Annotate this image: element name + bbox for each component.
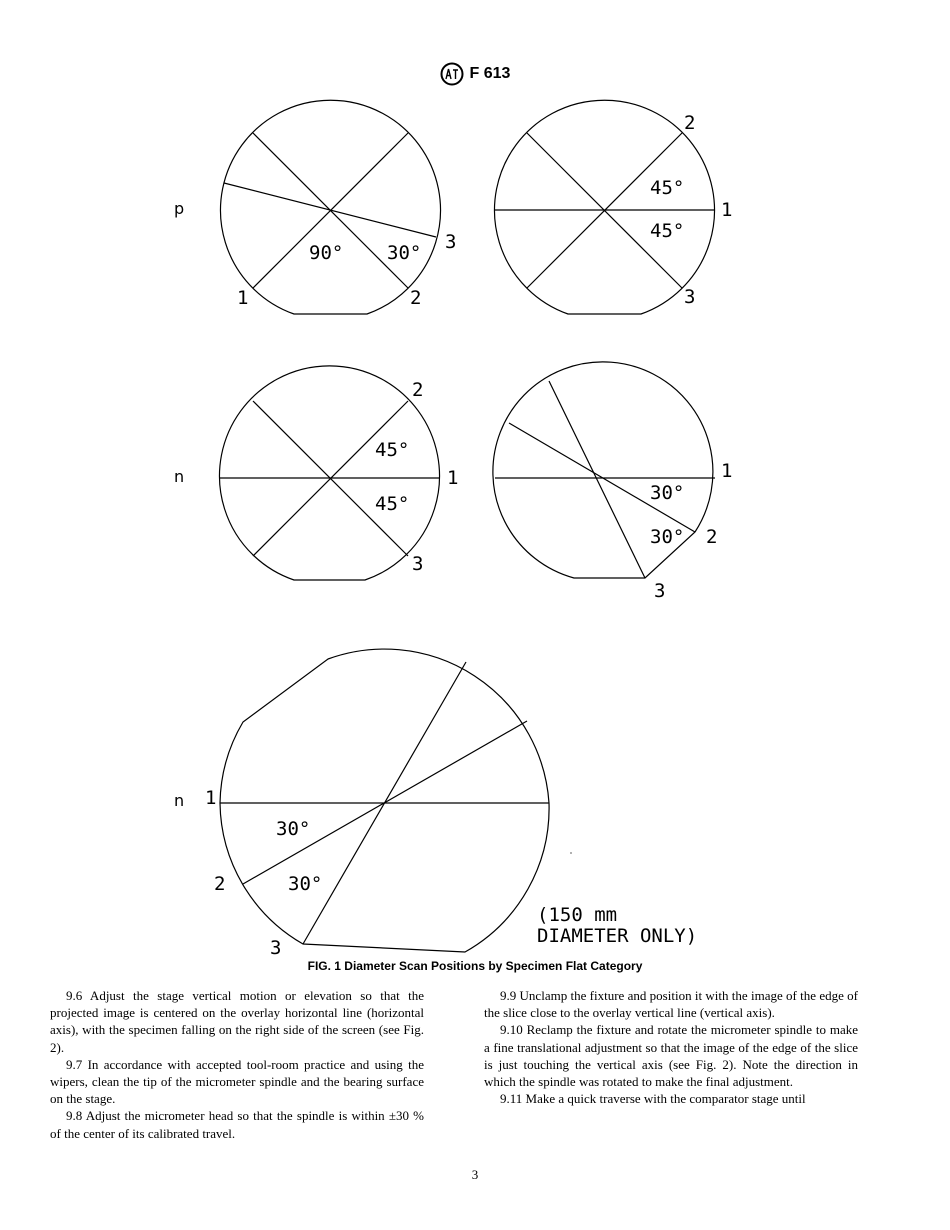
scan-number-label: 2	[412, 379, 424, 401]
paragraph: 9.8 Adjust the micrometer head so that the spindle is within ±30 % of the center of its calibrated travel.	[50, 1108, 424, 1141]
angle-label: 30°	[650, 526, 685, 548]
scan-number-label: 2	[410, 287, 422, 309]
wafer-outline	[220, 366, 440, 580]
wafer-outline	[495, 100, 715, 314]
scan-number-label: 3	[270, 937, 282, 959]
scan-number-label: 1	[721, 460, 733, 482]
flat-category-label: n	[174, 791, 185, 810]
angle-label: 30°	[276, 818, 311, 840]
wafer-outline	[220, 649, 549, 952]
angle-label: 45°	[375, 493, 410, 515]
paragraph: 9.6 Adjust the stage vertical motion or elevation so that the projected image is centered on the overlay horizontal line (horizontal axis), with the specimen falling on the right side of the screen (see Fig. 2).	[50, 988, 424, 1055]
angle-label: 30°	[288, 873, 323, 895]
angle-label: 30°	[387, 242, 422, 264]
angle-label: 90°	[309, 242, 344, 264]
scan-number-label: 3	[684, 286, 696, 308]
flat-category-label: p	[174, 199, 185, 218]
paragraph: 9.7 In accordance with accepted tool-room practice and using the wipers, clean the tip of the micrometer spindle and the bearing surface on the stage.	[50, 1056, 424, 1107]
scan-number-label: 3	[412, 553, 424, 575]
paragraph: 9.9 Unclamp the fixture and position it with the image of the edge of the slice close to the overlay vertical line (vertical axis).	[484, 988, 858, 1021]
paragraph: 9.11 Make a quick traverse with the comparator stage until	[500, 1091, 806, 1107]
scan-number-label: 2	[706, 526, 718, 548]
paragraph: 9.10 Reclamp the fixture and rotate the micrometer spindle to make a fine translational adjustment so that the image of the edge of the slice is just touching the vertical axis (see Fig. 2). Note the direction in which the spindle was rotated to make the final adjustment.	[484, 1022, 858, 1090]
angle-label: 30°	[650, 482, 685, 504]
body-column-left	[50, 987, 424, 1142]
angle-label: 45°	[650, 220, 685, 242]
scan-number-label: 3	[654, 580, 666, 602]
scan-number-label: 1	[447, 467, 459, 489]
angle-label: 45°	[375, 439, 410, 461]
scan-number-label: 3	[445, 231, 457, 253]
diameter-note: DIAMETER ONLY)	[537, 925, 698, 947]
scan-number-label: 2	[684, 112, 696, 134]
scan-line-3	[224, 183, 436, 237]
scan-number-label: 2	[214, 873, 226, 895]
body-column-right	[484, 987, 858, 1107]
angle-label: 45°	[650, 177, 685, 199]
scan-number-label: 1	[721, 199, 733, 221]
page-number: 3	[471, 1167, 479, 1182]
wafer-outline	[220, 100, 440, 314]
scan-line-3	[549, 381, 645, 578]
scan-number-label: 1	[205, 787, 217, 809]
figure-caption: FIG. 1 Diameter Scan Positions by Specimen Flat Category	[307, 959, 643, 973]
diameter-note: (150 mm	[537, 904, 618, 926]
document-id: F 613	[469, 65, 511, 82]
flat-category-label: n	[174, 467, 185, 486]
scan-number-label: 1	[237, 287, 249, 309]
